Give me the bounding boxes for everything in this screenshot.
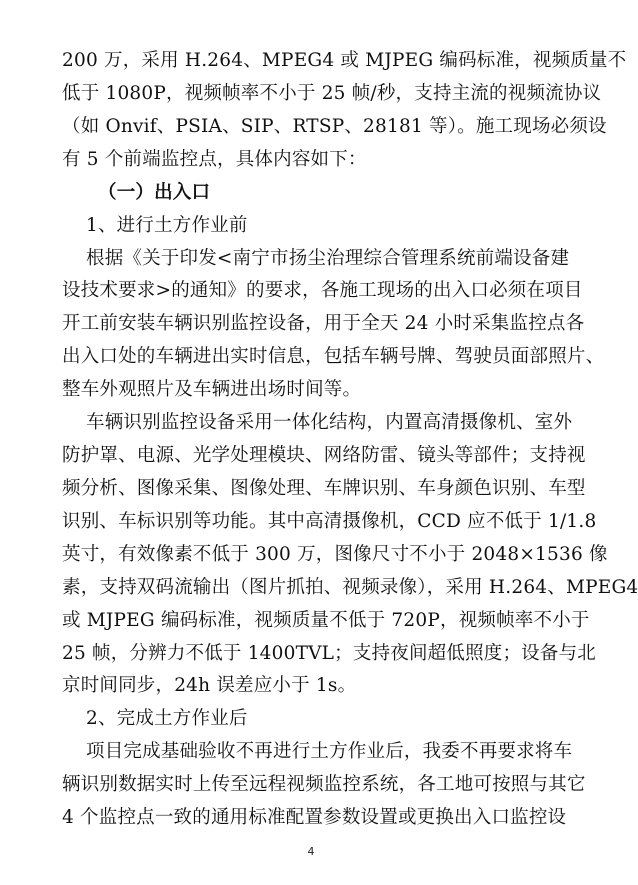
- paragraph-line: 频分析、图像采集、图像处理、车牌识别、车身颜色识别、车型: [62, 477, 586, 499]
- page-number: 4: [307, 845, 315, 858]
- paragraph-line: 开工前安装车辆识别监控设备，用于全天 24 小时采集监控点各: [62, 313, 585, 335]
- subsection-heading: 2、完成土方作业后: [86, 708, 248, 730]
- subsection-heading: 1、进行土方作业前: [86, 214, 248, 236]
- paragraph-line: 根据《关于印发<南宁市扬尘治理综合管理系统前端设备建: [86, 247, 570, 269]
- paragraph-line: （如 Onvif、PSIA、SIP、RTSP、28181 等）。施工现场必须设: [62, 115, 607, 137]
- paragraph-line: 25 帧，分辨力不低于 1400TVL；支持夜间超低照度；设备与北: [62, 642, 596, 664]
- section-heading: （一）出入口: [98, 181, 211, 203]
- paragraph-line: 素，支持双码流输出（图片抓拍、视频录像），采用 H.264、MPEG4: [62, 576, 638, 598]
- paragraph-line: 识别、车标识别等功能。其中高清摄像机，CCD 应不低于 1/1.8: [62, 510, 597, 532]
- paragraph-line: 设技术要求>的通知》的要求，各施工现场的出入口必须在项目: [62, 280, 583, 302]
- paragraph-line: 项目完成基础验收不再进行土方作业后，我委不再要求将车: [86, 741, 573, 763]
- paragraph-line: 整车外观照片及车辆进出场时间等。: [62, 379, 362, 401]
- paragraph-line: 英寸，有效像素不低于 300 万，图像尺寸不小于 2048×1536 像: [62, 543, 608, 565]
- paragraph-line: 防护罩、电源、光学处理模块、网络防雷、镜头等部件；支持视: [62, 445, 586, 466]
- paragraph-line: 4 个监控点一致的通用标准配置参数设置或更换出入口监控设: [62, 807, 567, 829]
- paragraph-line: 出入口处的车辆进出实时信息，包括车辆号牌、驾驶员面部照片、: [62, 346, 605, 368]
- paragraph-line: 低于 1080P，视频帧率不小于 25 帧/秒，支持主流的视频流协议: [62, 82, 602, 104]
- paragraph-line: 有 5 个前端监控点，具体内容如下：: [62, 148, 367, 170]
- paragraph-line: 京时间同步，24h 误差应小于 1s。: [62, 675, 357, 697]
- paragraph-line: 或 MJPEG 编码标准，视频质量不低于 720P，视频帧率不小于: [62, 609, 590, 631]
- paragraph-line: 200 万，采用 H.264、MPEG4 或 MJPEG 编码标准，视频质量不: [62, 50, 627, 71]
- paragraph-line: 车辆识别监控设备采用一体化结构，内置高清摄像机、室外: [86, 412, 573, 434]
- paragraph-line: 辆识别数据实时上传至远程视频监控系统，各工地可按照与其它: [62, 774, 586, 796]
